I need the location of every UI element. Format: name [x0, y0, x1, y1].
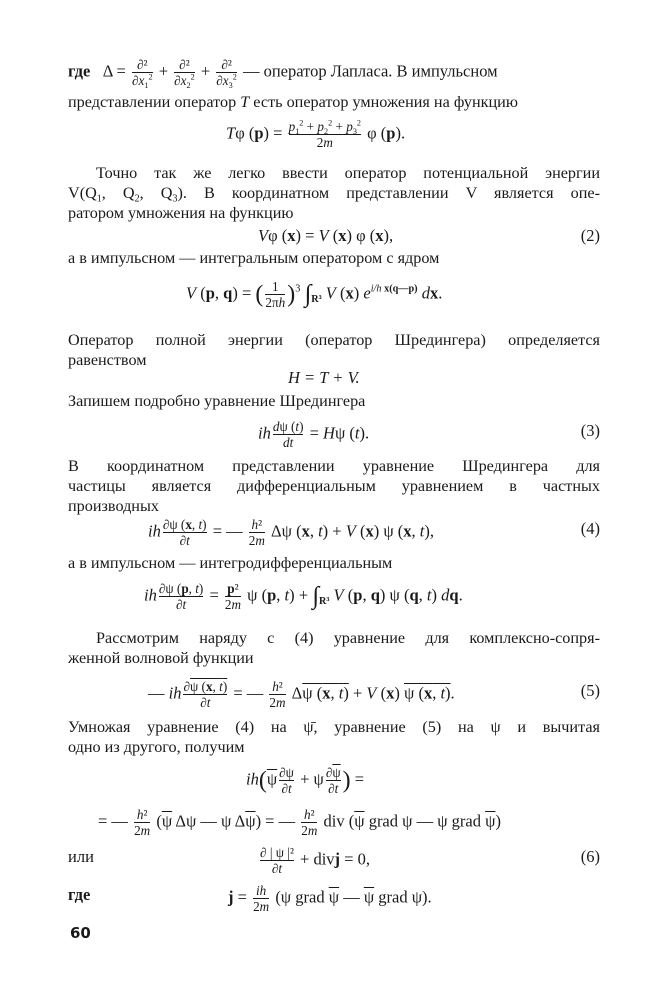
- paragraph-line: а в импульсном — интегральным оператором с ядром: [68, 249, 440, 267]
- paragraph-line: Умножая уравнение (4) на ψ̄, уравнение (5) на ψ и вычитая: [68, 718, 600, 736]
- paragraph-line: частицы является дифференциальным уравнением в частных: [68, 477, 600, 495]
- paragraph-line: Точно так же легко ввести оператор потенциальной энергии: [96, 164, 600, 182]
- equation-number: (5): [580, 681, 600, 700]
- paragraph-line: ратором умножения на функцию: [68, 204, 294, 222]
- equation-number: (3): [580, 421, 600, 440]
- equation-number: (6): [580, 847, 600, 866]
- equation-number: (2): [580, 226, 600, 245]
- equation-number: (4): [580, 519, 600, 538]
- text-line: представлении оператор T есть оператор умножения на функцию: [68, 93, 518, 111]
- page-number: 60: [70, 924, 91, 942]
- paragraph-line: а в импульсном — интегродифференциальным: [68, 554, 393, 572]
- paragraph-line: равенством: [68, 351, 147, 369]
- paragraph-line: производных: [68, 497, 159, 515]
- paragraph-line: одно из другого, получим: [68, 738, 245, 756]
- gde-word-2: где: [68, 885, 91, 904]
- paragraph-line: Запишем подробно уравнение Шредингера: [68, 392, 366, 410]
- ili-word: или: [68, 847, 94, 866]
- document-page: где Δ = $\frac{\text{∂²}}{\partial x_1^2}$ + $\frac{\text{∂²}}{\partial x_2^2}$ + $\frac{\text{∂²}}{\partial x_3^2}$ — оператор Лапласа. В импульсном представлении оператор T есть оператор умножения на функцию Tφ (p) = $\frac{p_1^2 + p_2^2 + p_3^2}{2m}$ φ (p). Точно так же легко ввести оператор потенциальной энергии $V(Q_1$, $Q_2$, $Q_3$). В координатном представлении V является опе- ратором умножения на функцию Vφ (x) = V (x) φ (x), (2) а в импульсном — интегральным оператором с ядром V (p, q) = ( $\frac{1}{2\pi h}$ )$^3$ $\int_{R^3}$ V (x) $e^{i/h x(q—p)}$ dx. Оператор полной энергии (оператор Шредингера) определяется равенством H = T + V. Запишем подробно уравнение Шредингера ih $\frac{d\psi (t)}{dt}$ = Hψ (t). (3) В координатном представлении уравнение Шредингера для частицы является дифференциальным уравнением в частных производных ih $\frac{\partial\psi (x, t)}{\partial t}$ = — $\frac{\text{h²}}{2m}$ Δψ (x, t) + V (x) ψ (x, t), (4) а в импульсном — интегродифференциальным ih $\frac{\partial\psi (p, t)}{\partial t}$ = $\frac{\text{p²}}{2m}$ ψ (p, $t) + \int_{R^3}$ V (p, q) ψ (q, t) dq. Рассмотрим наряду с (4) уравнение для комплексно-сопря- женной волновой функции — ih $\frac{\partial\psi (x, t)}{\partial t}$ = — $\frac{\text{h²}}{2m}$ Δψ (x, t) + V (x) ψ (x, t). (5) Умножая уравнение (4) на ψ̄, уравнение (5) на ψ и вычитая одно из другого, получим $ih(\overline{\psi}$ $\frac{\partial\psi}{\partial t}$ + ψ $\frac{\partial\overline{\psi}}{\partial t}$ ) = = — $\frac{\text{h²}}{2m}$ ($\overline{\psi}$ Δψ — ψ $\Delta\overline{\psi}$) = — $\frac{\text{h²}}{2m}$ div ($\overline{\psi}$ grad ψ — ψ grad $\overline{\psi}$) или $\frac{\text{∂ | ψ |²}}{\partial t}$ + divj = 0, (6) где j = $\frac{ih}{2m}$ (ψ grad $\overline{\psi}$ — $\overline{\psi}$ grad ψ). 60: [68, 57, 600, 942]
- laplace-caption: — оператор Лапласа. В импульсном: [242, 61, 498, 81]
- paragraph-line: Рассмотрим наряду с (4) уравнение для комплексно-сопря-: [96, 629, 600, 647]
- paragraph-line: Оператор полной энергии (оператор Шредингера) определяется: [68, 331, 600, 349]
- paragraph-line: $V(Q_1$, $Q_2$, $Q_3$). В координатном представлении V является опе-: [68, 184, 600, 205]
- paragraph-line: В координатном представлении уравнение Шредингера для: [68, 457, 600, 475]
- paragraph-line: женной волновой функции: [68, 649, 254, 667]
- gde-word: где: [68, 61, 91, 81]
